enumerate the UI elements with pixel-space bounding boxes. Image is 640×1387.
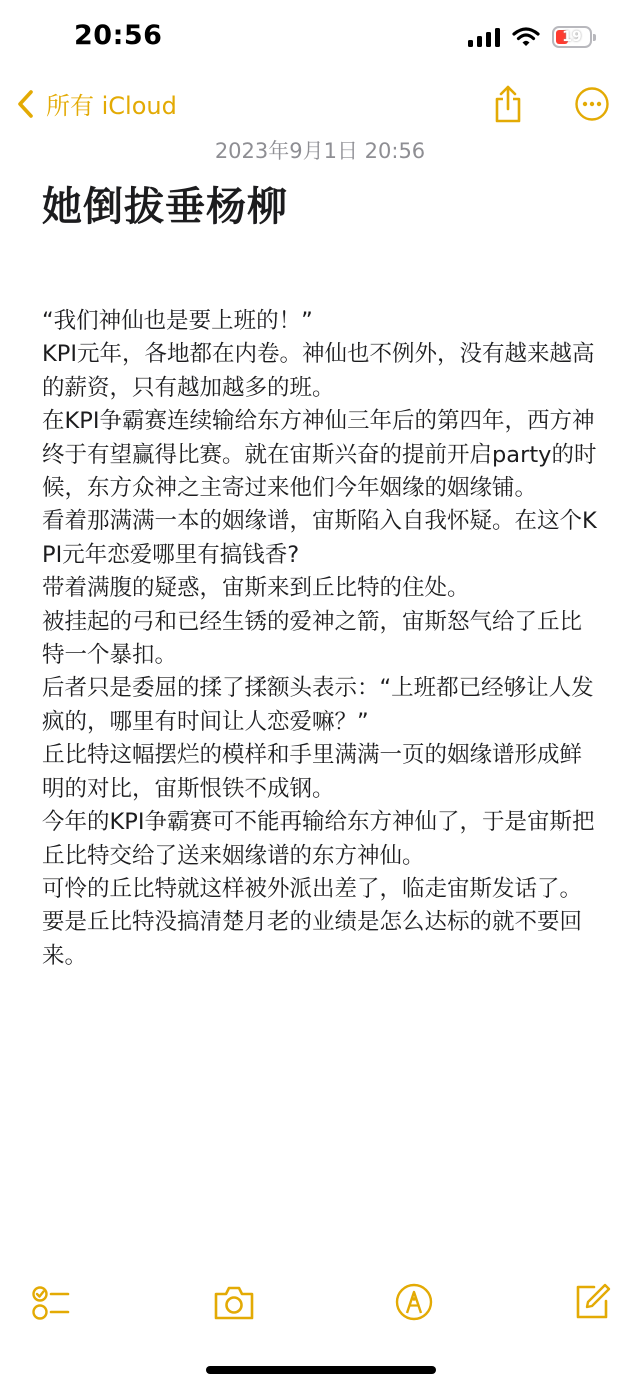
- nav-bar: [0, 80, 640, 130]
- note-paragraph: 后者只是委屈的揉了揉额头表示：“上班都已经够让人发疯的，哪里有时间让人恋爱嘛？”: [42, 675, 594, 735]
- back-label: 所有 iCloud: [46, 92, 177, 120]
- battery-icon: [552, 26, 592, 48]
- note-paragraph: “我们神仙也是要上班的！”: [42, 308, 313, 334]
- chevron-left-icon: [16, 88, 36, 120]
- wifi-icon: [512, 26, 540, 48]
- note-paragraph: 丘比特这幅摆烂的模样和手里满满一页的姻缘谱形成鲜明的对比，宙斯恨铁不成钢。: [42, 742, 583, 802]
- cellular-signal-icon: [468, 27, 500, 47]
- checklist-icon: [30, 1282, 72, 1324]
- note-paragraph: 看着那满满一本的姻缘谱，宙斯陷入自我怀疑。在这个KPI元年恋爱哪里有搞钱香?: [42, 508, 597, 568]
- battery-level: 19: [562, 29, 582, 45]
- back-button[interactable]: [16, 86, 177, 121]
- markup-pen-icon: [394, 1282, 434, 1322]
- note-paragraph: 在KPI争霸赛连续输给东方神仙三年后的第四年，西方神终于有望赢得比赛。就在宙斯兴奋的提前开启party的时候，东方众神之主寄过来他们今年姻缘的姻缘铺。: [42, 408, 597, 502]
- note-title[interactable]: 她倒拔垂杨柳: [42, 184, 288, 230]
- nav-actions: [492, 84, 610, 124]
- status-bar: [0, 0, 640, 80]
- share-button[interactable]: [492, 84, 524, 124]
- note-paragraph: 要是丘比特没搞清楚月老的业绩是怎么达标的就不要回来。: [42, 909, 583, 969]
- markup-button[interactable]: [394, 1282, 434, 1322]
- share-icon: [492, 84, 524, 124]
- more-button[interactable]: [574, 86, 610, 122]
- battery-cap: [593, 34, 596, 41]
- camera-button[interactable]: [212, 1282, 256, 1324]
- more-icon: [574, 86, 610, 122]
- checklist-button[interactable]: [30, 1282, 72, 1324]
- status-time: 20:56: [74, 20, 163, 51]
- bottom-toolbar: [0, 1282, 640, 1332]
- note-paragraph: 带着满腹的疑惑，宙斯来到丘比特的住处。: [42, 575, 470, 602]
- status-icons: [468, 26, 592, 48]
- compose-icon: [572, 1282, 612, 1322]
- home-indicator[interactable]: [206, 1366, 436, 1374]
- note-date: 2023年9月1日 20:56: [214, 139, 426, 163]
- note-paragraph: KPI元年，各地都在内卷。神仙也不例外，没有越来越高的薪资，只有越加越多的班。: [42, 341, 595, 401]
- note-body[interactable]: [42, 305, 602, 973]
- note-paragraph: 被挂起的弓和已经生锈的爱神之箭，宙斯怒气给了丘比特一个暴扣。: [42, 608, 583, 669]
- camera-icon: [212, 1282, 256, 1324]
- note-paragraph: 可怜的丘比特就这样被外派出差了，临走宙斯发话了。: [42, 875, 583, 902]
- compose-button[interactable]: [572, 1282, 612, 1322]
- note-paragraph: 今年的KPI争霸赛可不能再输给东方神仙了，于是宙斯把丘比特交给了送来姻缘谱的东方神仙。: [42, 809, 595, 869]
